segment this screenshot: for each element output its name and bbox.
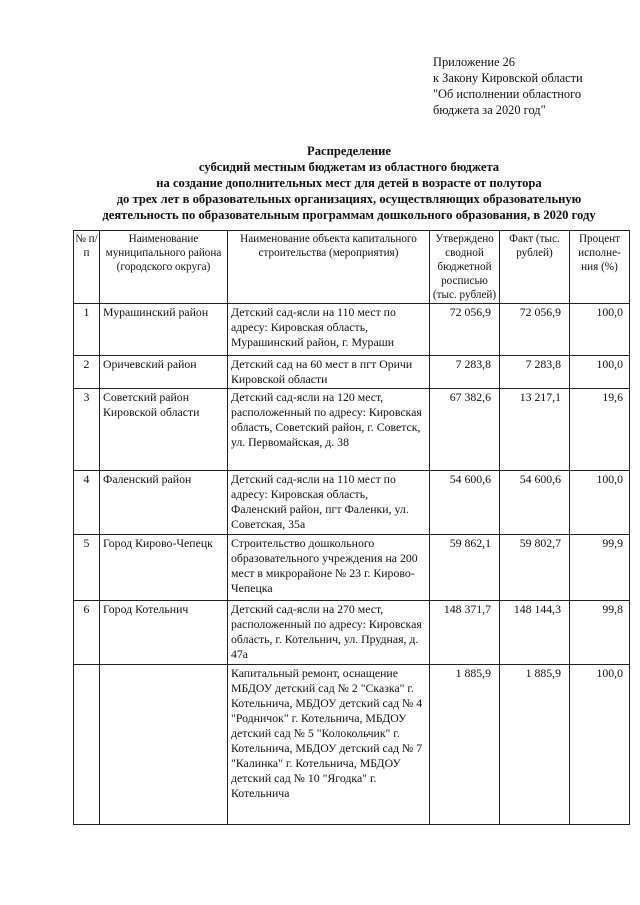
subsidy-table (73, 230, 630, 825)
cell-approved: 1 885,9 (430, 665, 500, 825)
cell-object: Детский сад-ясли на 110 мест по адресу: Кировская область, Мурашинский район, г. Мураши (228, 304, 430, 356)
cell-approved: 148 371,7 (430, 601, 500, 665)
table-row (74, 389, 630, 471)
cell-district: Оричевский район (100, 356, 228, 389)
cell-percent: 100,0 (570, 665, 630, 825)
cell-district: Советский район Кировской области (100, 389, 228, 471)
cell-approved: 7 283,8 (430, 356, 500, 389)
cell-num: 6 (74, 601, 100, 665)
cell-approved: 67 382,6 (430, 389, 500, 471)
header-approved: Утверждено сводной бюджетной росписью (тыс. рублей) (430, 231, 500, 304)
title-line: субсидий местным бюджетам из областного бюджета (198, 160, 500, 174)
cell-approved: 54 600,6 (430, 471, 500, 535)
cell-fact: 7 283,8 (500, 356, 570, 389)
appendix-line: "Об исполнении областного (433, 87, 582, 101)
title-line: Распределение (307, 144, 391, 158)
cell-district: Город Кирово-Чепецк (100, 535, 228, 601)
cell-object: Строительство дошкольного образовательного учреждения на 200 мест в микрорайоне № 23 г. Кирово-Чепецка (228, 535, 430, 601)
cell-fact: 148 144,3 (500, 601, 570, 665)
cell-object: Детский сад-ясли на 120 мест, расположенный по адресу: Кировская область, Советский район, г. Советск, ул. Первомайская, д. 38 (228, 389, 430, 471)
table-header-row (74, 231, 630, 304)
table-row (74, 665, 630, 825)
appendix-line: Приложение 26 (433, 55, 515, 69)
cell-object: Детский сад-ясли на 270 мест, расположенный по адресу: Кировская область, г. Котельнич, ул. Прудная, д. 47а (228, 601, 430, 665)
cell-percent: 100,0 (570, 304, 630, 356)
title-line: до трех лет в образовательных организациях, осуществляющих образовательную (116, 192, 582, 206)
cell-percent: 100,0 (570, 356, 630, 389)
cell-num (74, 665, 100, 825)
cell-object: Детский сад на 60 мест в пгт Оричи Кировской области (228, 356, 430, 389)
table-row (74, 535, 630, 601)
cell-district: Мурашинский район (100, 304, 228, 356)
header-fact: Факт (тыс. рублей) (500, 231, 570, 304)
cell-fact: 59 802,7 (500, 535, 570, 601)
appendix-line: к Закону Кировской области (433, 71, 583, 85)
cell-fact: 1 885,9 (500, 665, 570, 825)
cell-percent: 99,8 (570, 601, 630, 665)
cell-fact: 13 217,1 (500, 389, 570, 471)
cell-fact: 54 600,6 (500, 471, 570, 535)
appendix-line: бюджета за 2020 год" (433, 103, 546, 117)
appendix-note (433, 54, 633, 118)
cell-fact: 72 056,9 (500, 304, 570, 356)
cell-percent: 19,6 (570, 389, 630, 471)
cell-object: Детский сад-ясли на 110 мест по адресу: Кировская область, Фаленский район, пгт Фаленки, ул. Советская, 35а (228, 471, 430, 535)
cell-num: 4 (74, 471, 100, 535)
table-row (74, 356, 630, 389)
cell-num: 2 (74, 356, 100, 389)
title-line: деятельность по образовательным программам дошкольного образования, в 2020 году (102, 208, 596, 222)
cell-object: Капитальный ремонт, оснащение МБДОУ детский сад № 2 "Сказка" г. Котельнича, МБДОУ детский сад № 4 "Родничок" г. Котельнича, МБДОУ детский сад № 5 "Колокольчик" г. Котельнича, МБДОУ детский сад № 7 "Калинка" г. Котельнича, МБДОУ детский сад № 10 "Ягодка" г. Котельнича (228, 665, 430, 825)
cell-district: Фаленский район (100, 471, 228, 535)
title-line: на создание дополнительных мест для детей в возрасте от полутора (156, 176, 542, 190)
cell-num: 3 (74, 389, 100, 471)
cell-num: 1 (74, 304, 100, 356)
document-title (70, 143, 628, 223)
cell-num: 5 (74, 535, 100, 601)
header-object: Наименование объекта капитального строительства (мероприятия) (228, 231, 430, 304)
header-district: Наименование муниципального района (городского округа) (100, 231, 228, 304)
cell-percent: 99,9 (570, 535, 630, 601)
cell-percent: 100,0 (570, 471, 630, 535)
header-num: № п/п (74, 231, 100, 304)
header-percent: Процент исполне-ния (%) (570, 231, 630, 304)
table-row (74, 601, 630, 665)
cell-approved: 59 862,1 (430, 535, 500, 601)
table-row (74, 471, 630, 535)
table-row (74, 304, 630, 356)
cell-district: Город Котельнич (100, 601, 228, 665)
cell-approved: 72 056,9 (430, 304, 500, 356)
cell-district (100, 665, 228, 825)
